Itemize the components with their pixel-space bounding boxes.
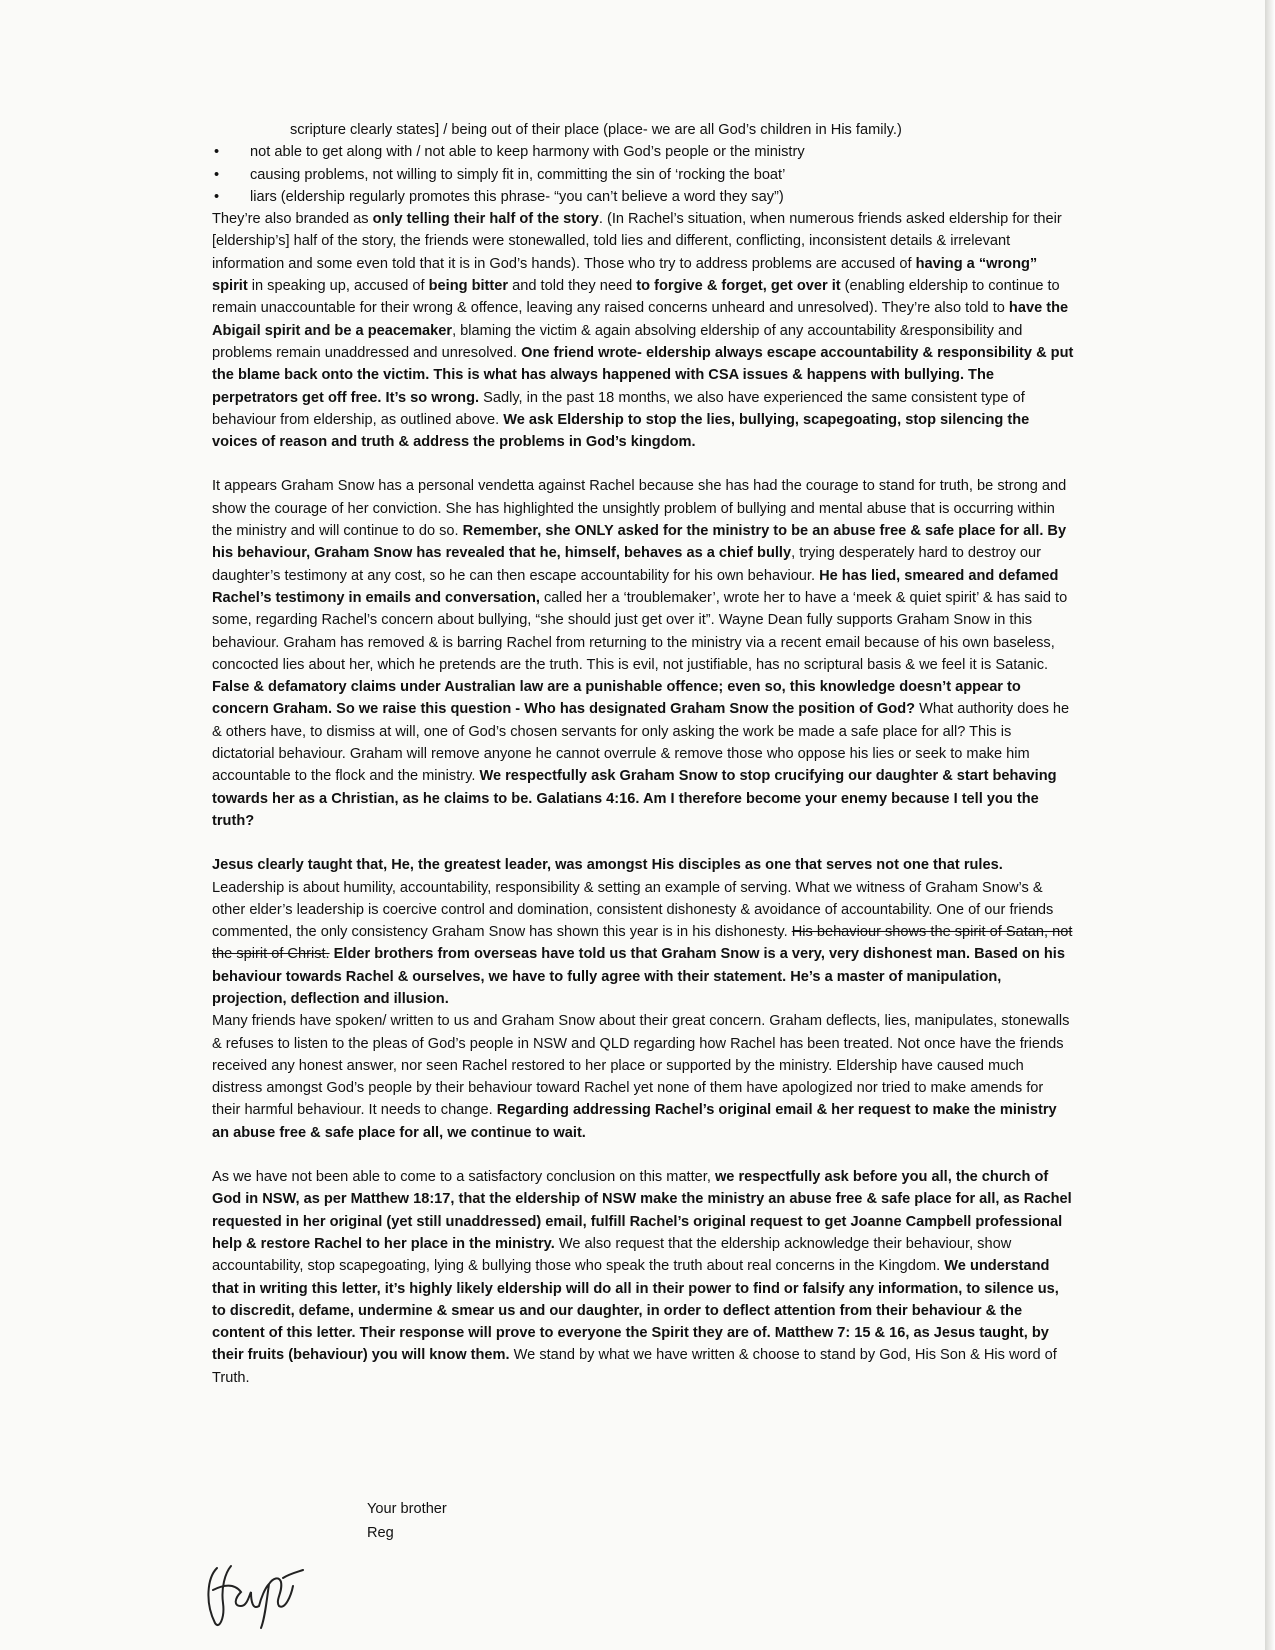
paragraph-concerns: Many friends have spoken/ written to us and Graham Snow about their great concern. Graham deflects, lies, manipulates, stonewalls & refuses to listen to the pleas of God’s people in NSW and QLD regarding how Rachel has been treated. Not once have the friends received any honest answer, nor seen Rachel restored to her place or supported by the ministry. Eldership have caused much distress amongst God’s people by their behaviour toward Rachel yet none of them have apologized nor tried to make amends for their harmful behaviour. It needs to change. Regarding addressing Rachel’s original email & her request to make the ministry an abuse free & safe place for all, we continue to wait.	[212, 1013, 1070, 1141]
paragraph-leadership: Jesus clearly taught that, He, the greatest leader, was amongst His disciples as one that serves not one that rules. Leadership is about humility, accountability, responsibility & setting an example of serving. What we witness of Graham Snow’s & other elder’s leadership is coercive control and domination, consistent dishonesty & avoidance of accountability. One of our friends commented, the only consistency Graham Snow has shown this year is in his dishonesty. His behaviour shows the spirit of Satan, not the spirit of Christ. Elder brothers from overseas have told us that Graham Snow is a very, very dishonest man. Based on his behaviour towards Rachel & ourselves, we have to fully agree with their statement. He’s a master of manipulation, projection, deflection and illusion.	[212, 857, 1073, 1007]
paragraph-request: As we have not been able to come to a satisfactory conclusion on this matter, we respectfully ask before you all, the church of God in NSW, as per Matthew 18:17, that the eldership of NSW make the ministry an abuse free & safe place for all, as Rachel requested in her original (yet still unaddressed) email, fulfill Rachel’s original request to get Joanne Campbell professional help & restore Rachel to her place in the ministry. We also request that the eldership acknowledge their behaviour, show accountability, stop scapegoating, lying & bullying those who speak the truth about real concerns in the Kingdom. We understand that in writing this letter, it’s highly likely eldership will do all in their power to find or falsify any information, to silence us, to discredit, defame, undermine & smear us and our daughter, in order to deflect attention from their behaviour & the content of this letter. Their response will prove to everyone the Spirit they are of. Matthew 7: 15 & 16, as Jesus taught, by their fruits (behaviour) you will know them. We stand by what we have written & choose to stand by God, His Son & His word of Truth.	[212, 1169, 1072, 1386]
closing-line: Your brother	[367, 1501, 447, 1517]
bullet-list	[212, 141, 1074, 208]
paragraph-vendetta: It appears Graham Snow has a personal vendetta against Rachel because she has had the courage to stand for truth, be strong and show the courage of her conviction. She has highlighted the unsightly problem of bullying and mental abuse that is occurring within the ministry and will continue to do so. Remember, she ONLY asked for the ministry to be an abuse free & safe place for all. By his behaviour, Graham Snow has revealed that he, himself, behaves as a chief bully, trying desperately hard to destroy our daughter’s testimony at any cost, so he can then escape accountability for his own behaviour. He has lied, smeared and defamed Rachel’s testimony in emails and conversation, called her a ‘troublemaker’, wrote her to have a ‘meek & quiet spirit’ & has said to some, regarding Rachel’s concern about bullying, “she should just get over it”. Wayne Dean fully supports Graham Snow in this behaviour. Graham has removed & is barring Rachel from returning to the ministry via a recent email because of his own baseless, concocted lies about her, which he pretends are the truth. This is evil, not justifiable, has no scriptural basis & we feel it is Satanic. False & defamatory claims under Australian law are a punishable offence; even so, this knowledge doesn’t appear to concern Graham. So we raise this question - Who has designated Graham Snow the position of God? What authority does he & others have, to dismiss at will, one of God’s chosen servants for only asking the work be made a safe place for all? This is dictatorial behaviour. Graham will remove anyone he cannot overrule & remove those who oppose his lies or seek to make him accountable to the flock and the ministry. We respectfully ask Graham Snow to stop crucifying our daughter & start behaving towards her as a Christian, as he claims to be. Galatians 4:16. Am I therefore become your enemy because I tell you the truth?	[212, 478, 1070, 829]
closing	[367, 1497, 447, 1545]
bullet-item: • not able to get along with / not able to keep harmony with God’s people or the ministry	[212, 141, 1074, 163]
bullet-item: • causing problems, not willing to simply fit in, committing the sin of ‘rocking the boat’	[212, 164, 1074, 186]
letter-body	[212, 119, 1074, 1389]
signature	[195, 1548, 315, 1638]
bullet-item: • liars (eldership regularly promotes this phrase- “you can’t believe a word they say”)	[212, 186, 1074, 208]
intro-continuation: scripture clearly states] / being out of their place (place- we are all God’s children in His family.)	[290, 122, 902, 138]
struck-through-text: His behaviour shows the spirit of Satan, not the spirit of Christ.	[212, 924, 1073, 963]
paragraph-branding: They’re also branded as only telling their half of the story. (In Rachel’s situation, when numerous friends asked eldership for their [eldership’s] half of the story, the friends were stonewalled, told lies and different, conflicting, inconsistent details & irrelevant information and some even told that it is in God’s hands). Those who try to address problems are accused of having a “wrong” spirit in speaking up, accused of being bitter and told they need to forgive & forget, get over it (enabling eldership to continue to remain unaccountable for their wrong & offence, leaving any raised concerns unheard and unresolved). They’re also told to have the Abigail spirit and be a peacemaker, blaming the victim & again absolving eldership of any accountability &responsibility and problems remain unaddressed and unresolved. One friend wrote- eldership always escape accountability & responsibility & put the blame back onto the victim. This is what has always happened with CSA issues & happens with bullying. The perpetrators get off free. It’s so wrong. Sadly, in the past 18 months, we also have experienced the same consistent type of behaviour from eldership, as outlined above. We ask Eldership to stop the lies, bullying, scapegoating, stop silencing the voices of reason and truth & address the problems in God’s kingdom.	[212, 211, 1074, 451]
scan-edge	[1265, 0, 1275, 1650]
closing-name: Reg	[367, 1525, 394, 1541]
